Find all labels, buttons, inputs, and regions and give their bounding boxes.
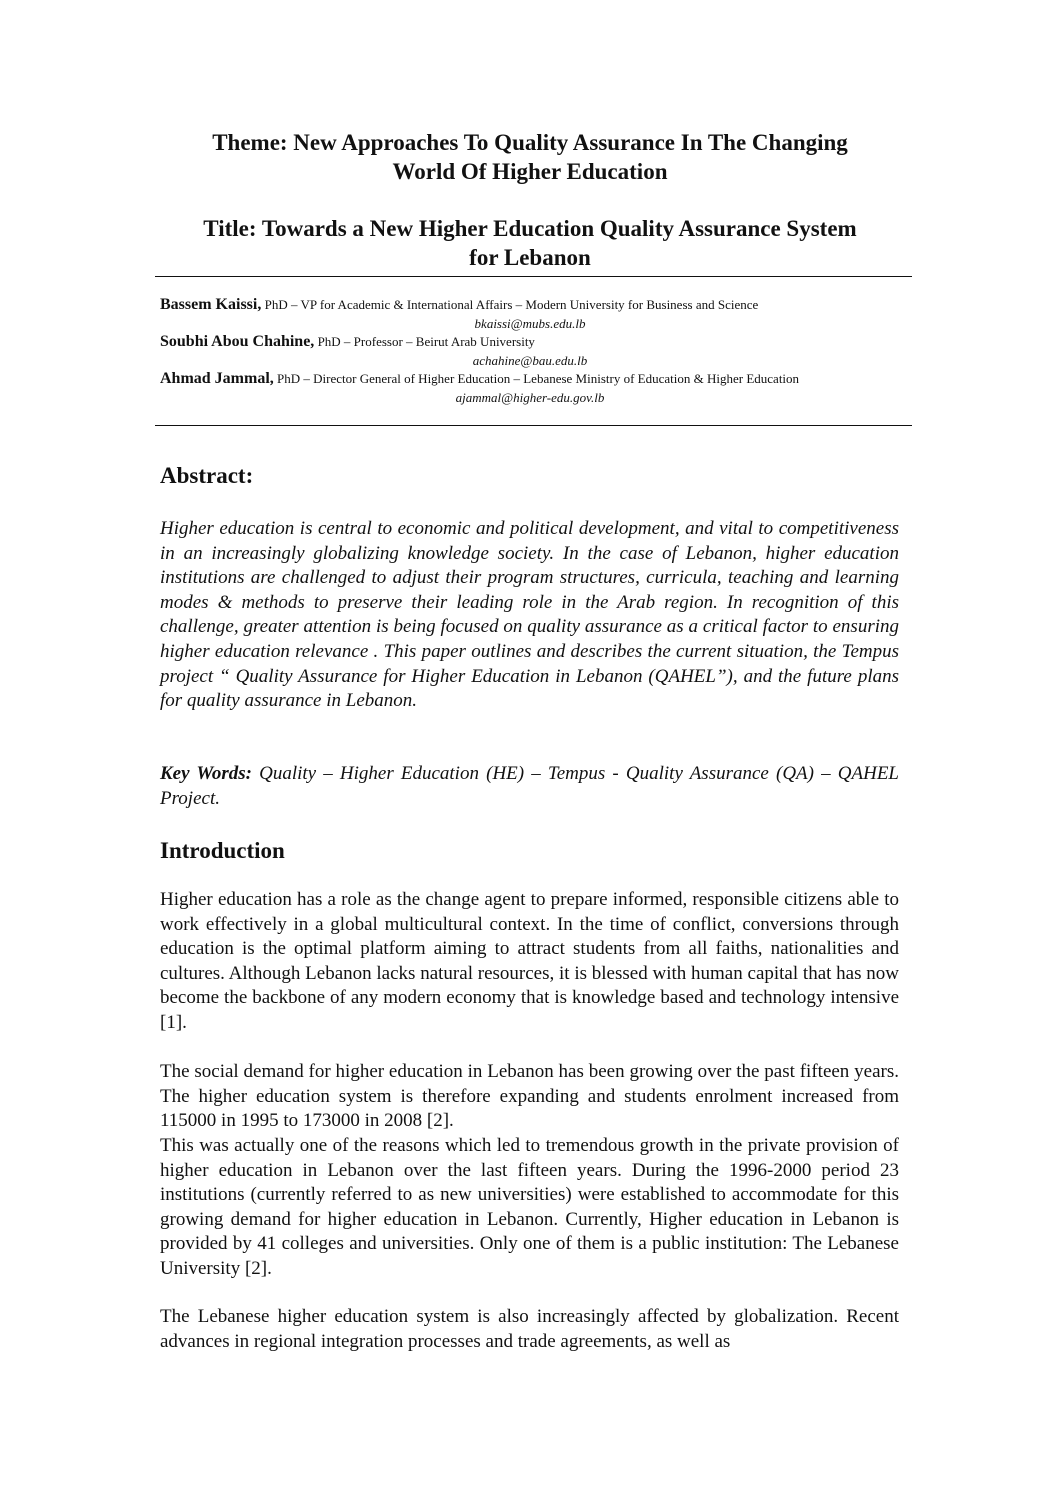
- author-email: ajammal@higher-edu.gov.lb: [455, 389, 605, 405]
- abstract-heading: Abstract:: [160, 463, 254, 488]
- author-list: [160, 296, 900, 407]
- keywords-text: Quality – Higher Education (HE) – Tempus - Quality Assurance (QA) – QAHEL Project.: [160, 763, 899, 809]
- author-2: [160, 333, 900, 352]
- theme-title: [160, 128, 900, 186]
- author-affiliation: PhD – VP for Academic & International Affairs – Modern University for Business and Science: [261, 297, 759, 312]
- author-email: achahine@bau.edu.lb: [472, 352, 588, 368]
- keywords: [160, 762, 899, 811]
- intro-paragraph-2: The social demand for higher education in Lebanon has been growing over the past fifteen years. The higher education system is therefore expanding and students enrolment increased from 115000 in 1995 to 173000 in 2008 [2].: [160, 1061, 899, 1132]
- author-affiliation: PhD – Director General of Higher Education – Lebanese Ministry of Education & Higher Education: [273, 371, 800, 386]
- theme-line-2: World Of Higher Education: [392, 159, 668, 184]
- abstract-text: Higher education is central to economic and political development, and vital to competitiveness in an increasingly globalizing knowledge society. In the case of Lebanon, higher education institutions are challenged to adjust their program structures, curricula, teaching and learning modes & methods to preserve their leading role in the Arab region. In recognition of this challenge, greater attention is being focused on quality assurance as a critical factor to ensuring higher education relevance . This paper outlines and describes the current situation, the Tempus project “ Quality Assurance for Higher Education in Lebanon (QAHEL”), and the future plans for quality assurance in Lebanon.: [160, 518, 899, 712]
- title-line-1: Title: Towards a New Higher Education Quality Assurance System: [203, 216, 857, 241]
- intro-paragraph-4: The Lebanese higher education system is also increasingly affected by globalization. Recent advances in regional integration processes and trade agreements, as well as: [160, 1306, 899, 1352]
- author-name: Soubhi Abou Chahine,: [160, 333, 315, 350]
- introduction-heading: Introduction: [160, 838, 285, 863]
- author-1: [160, 296, 900, 315]
- intro-paragraph-1: Higher education has a role as the change agent to prepare informed, responsible citizens able to work effectively in a global multicultural context. In the time of conflict, conversions through education is the optimal platform aiming to attract students from all faiths, nationalities and cultures. Although Lebanon lacks natural resources, it is blessed with human capital that has now become the backbone of any modern economy that is knowledge based and technology intensive [1].: [160, 889, 899, 1033]
- author-email: bkaissi@mubs.edu.lb: [474, 315, 586, 331]
- intro-paragraph-3: This was actually one of the reasons which led to tremendous growth in the private provision of higher education in Lebanon over the last fifteen years. During the 1996-2000 period 23 institutions (currently referred to as new universities) were established to accommodate for this growing demand for higher education in Lebanon. Currently, Higher education in Lebanon is provided by 41 colleges and universities. Only one of them is a public institution: The Lebanese University [2].: [160, 1135, 899, 1279]
- title-line-2: for Lebanon: [469, 245, 591, 270]
- author-name: Ahmad Jammal,: [160, 370, 274, 387]
- top-rule: [155, 276, 912, 277]
- author-3: [160, 370, 900, 389]
- keywords-label: Key Words:: [160, 763, 252, 784]
- paper-title: [160, 214, 900, 272]
- theme-line-1: Theme: New Approaches To Quality Assurance In The Changing: [212, 130, 848, 155]
- author-name: Bassem Kaissi,: [160, 296, 262, 313]
- bottom-rule: [155, 425, 912, 426]
- author-affiliation: PhD – Professor – Beirut Arab University: [314, 334, 535, 349]
